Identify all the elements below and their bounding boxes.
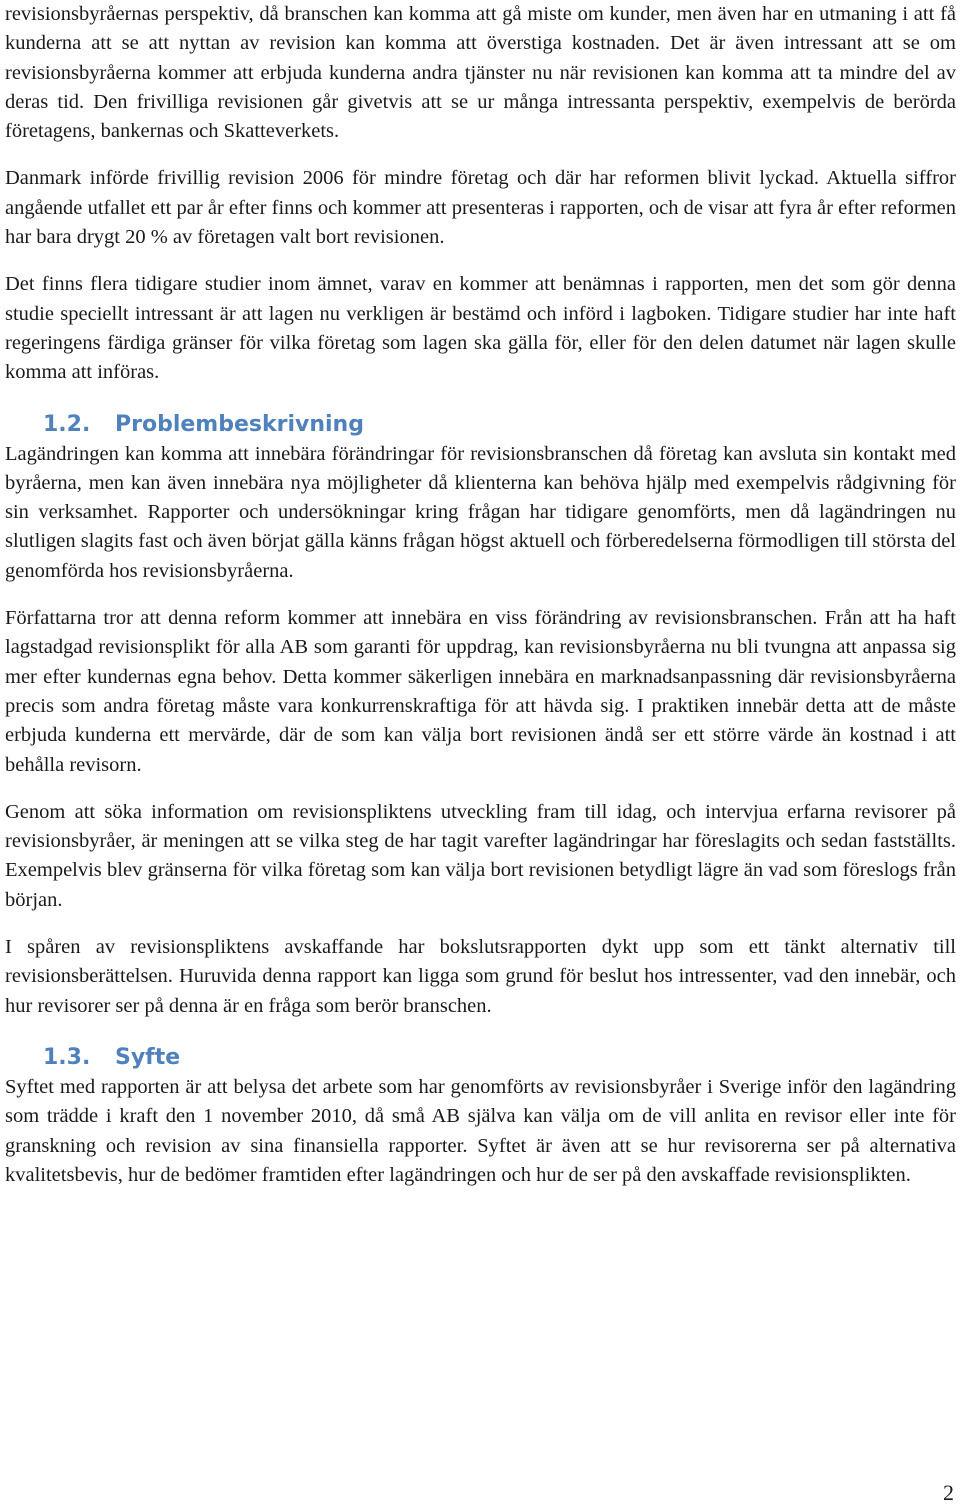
section-number: 1.2. [43,411,91,437]
problem-paragraph-1: Lagändringen kan komma att innebära förändringar för revisionsbranschen då företag kan avsluta sin kontakt med byråerna, men kan även innebära nya möjligheter då klienterna kan behöva hjälp med exempelvis rådgivning för sin verksamhet. Rapporter och undersökningar kring frågan har tidigare genomförts, men då lagändringen nu slutligen slagits fast och även börjat gälla känns frågan högst aktuell och förberedelserna förmodligen till största del genomförda hos revisionsbyråerna. [5,442,956,582]
intro-paragraph-2: Danmark införde frivillig revision 2006 för mindre företag och där har reformen blivit lyckad. Aktuella siffror angående utfallet ett par år efter finns och kommer att presenteras i rapporten, och de visar att fyra år efter reformen har bara drygt 20 % av företagen valt bort revisionen. [5,167,956,249]
document-page [5,0,956,1190]
problem-paragraph-2: Författarna tror att denna reform kommer att innebära en viss förändring av revisionsbranschen. Från att ha haft lagstadgad revisionsplikt för alla AB som garanti för uppdrag, kan revisionsbyråerna nu bli tvungna att anpassa sig mer efter kundernas egna behov. Detta kommer säkerligen innebära en marknadsanpassning där revisionsbyråerna precis som andra företag måste vara konkurrenskraftiga för att hävda sig. I praktiken innebär detta att de måste erbjuda kunderna ett mervärde, där de som kan välja bort revisionen ändå ser ett större värde än kostnad i att behålla revisorn. [5,607,956,776]
problem-paragraph-4: I spåren av revisionspliktens avskaffande har bokslutsrapporten dykt upp som ett tänkt alternativ till revisionsberättelsen. Huruvida denna rapport kan ligga som grund för beslut hos intressenter, vad den innebär, och hur revisorer ser på denna är en fråga som berör branschen. [5,936,956,1017]
section-heading-problembeskrivning [5,410,956,440]
section-title: Syfte [115,1044,181,1070]
section-title: Problembeskrivning [115,411,364,437]
page-number: 2 [943,1480,954,1505]
section-heading-syfte [5,1043,956,1073]
intro-paragraph-1: revisionsbyråernas perspektiv, då branschen kan komma att gå miste om kunder, men även har en utmaning i att få kunderna att se att nyttan av revision kan komma att överstiga kostnaden. Det är även intressant att se om revisionsbyråerna kommer att erbjuda kunderna andra tjänster nu när revisionen kan komma att ta mindre del av deras tid. Den frivilliga revisionen går givetvis att se ur många intressanta perspektiv, exempelvis de berörda företagens, bankernas och Skatteverkets. [5,3,956,143]
syfte-paragraph-1: Syftet med rapporten är att belysa det arbete som har genomförts av revisionsbyråer i Sverige inför den lagändring som trädde i kraft den 1 november 2010, då små AB själva kan välja om de vill anlita en revisor eller inte för granskning och revision av sina finansiella rapporter. Syftet är även att se hur revisorerna ser på alternativa kvalitetsbevis, hur de bedömer framtiden efter lagändringen och hur de ser på den avskaffade revisionsplikten. [5,1075,956,1186]
section-number: 1.3. [43,1044,91,1070]
problem-paragraph-3: Genom att söka information om revisionspliktens utveckling fram till idag, och intervjua erfarna revisorer på revisionsbyråer, är meningen att se vilka steg de har tagit varefter lagändringar har föreslagits och sedan fastställts. Exempelvis blev gränserna för vilka företag som kan välja bort revisionen betydligt lägre än vad som föreslogs från början. [5,800,956,911]
intro-paragraph-3: Det finns flera tidigare studier inom ämnet, varav en kommer att benämnas i rapporten, men det som gör denna studie speciellt intressant är att lagen nu verkligen är bestämd och införd i lagboken. Tidigare studier har inte haft regeringens färdiga gränser för vilka företag som lagen ska gälla för, eller för den delen datumet när lagen skulle komma att införas. [5,273,956,384]
